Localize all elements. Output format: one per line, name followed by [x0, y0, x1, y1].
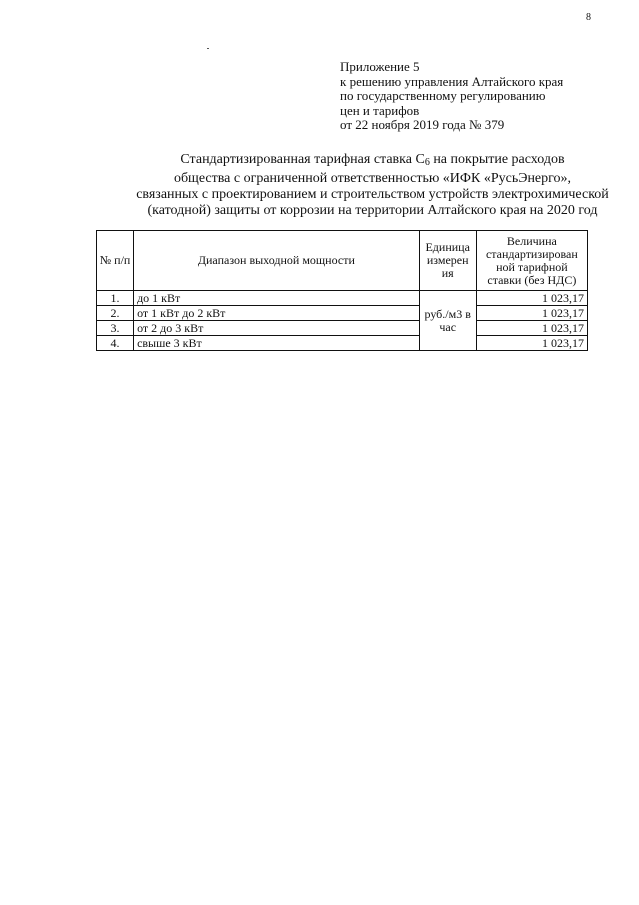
- title-line: [40, 152, 639, 171]
- table-row: [97, 321, 588, 336]
- title-line: (катодной) защиты от коррозии на территории Алтайского края на 2020 год: [147, 203, 598, 218]
- title-line: общества с ограниченной ответственностью «ИФК «РусьЭнерго»,: [173, 171, 572, 186]
- tariff-table: [96, 230, 588, 351]
- row-num: 2.: [97, 306, 134, 321]
- row-range: от 1 кВт до 2 кВт: [134, 306, 420, 321]
- appendix-block: [340, 60, 563, 133]
- header-rate: Величина стандартизирован ной тарифной ставки (без НДС): [476, 231, 587, 291]
- title-text: Стандартизированная тарифная ставка С: [180, 152, 425, 167]
- unit-cell: руб./м3 в час: [419, 291, 476, 351]
- row-num: 3.: [97, 321, 134, 336]
- table-header-row: [97, 231, 588, 291]
- row-range: свыше 3 кВт: [134, 336, 420, 351]
- table-row: [97, 291, 588, 306]
- row-rate: 1 023,17: [476, 306, 587, 321]
- header-num: № п/п: [97, 231, 134, 291]
- appendix-line: Приложение 5: [340, 59, 420, 74]
- appendix-line: цен и тарифов: [340, 102, 420, 118]
- title-line: связанных с проектированием и строительством устройств электрохимической: [136, 187, 609, 202]
- title-text: на покрытие расходов: [429, 152, 565, 167]
- row-rate: 1 023,17: [476, 321, 587, 336]
- row-range: от 2 до 3 кВт: [134, 321, 420, 336]
- scan-speck: [207, 48, 209, 49]
- row-rate: 1 023,17: [476, 291, 587, 306]
- table-row: [97, 306, 588, 321]
- table-row: [97, 336, 588, 351]
- row-rate: 1 023,17: [476, 336, 587, 351]
- document-title: [40, 152, 639, 219]
- appendix-line: по государственному регулированию: [340, 88, 546, 103]
- row-num: 4.: [97, 336, 134, 351]
- appendix-line: к решению управления Алтайского края: [340, 73, 564, 89]
- title-subscript: 6: [424, 157, 430, 168]
- page-number: 8: [586, 12, 591, 23]
- header-unit: Единица измерен ия: [419, 231, 476, 291]
- row-num: 1.: [97, 291, 134, 306]
- appendix-line: от 22 ноября 2019 года № 379: [340, 117, 505, 132]
- row-range: до 1 кВт: [134, 291, 420, 306]
- header-range: Диапазон выходной мощности: [134, 231, 420, 291]
